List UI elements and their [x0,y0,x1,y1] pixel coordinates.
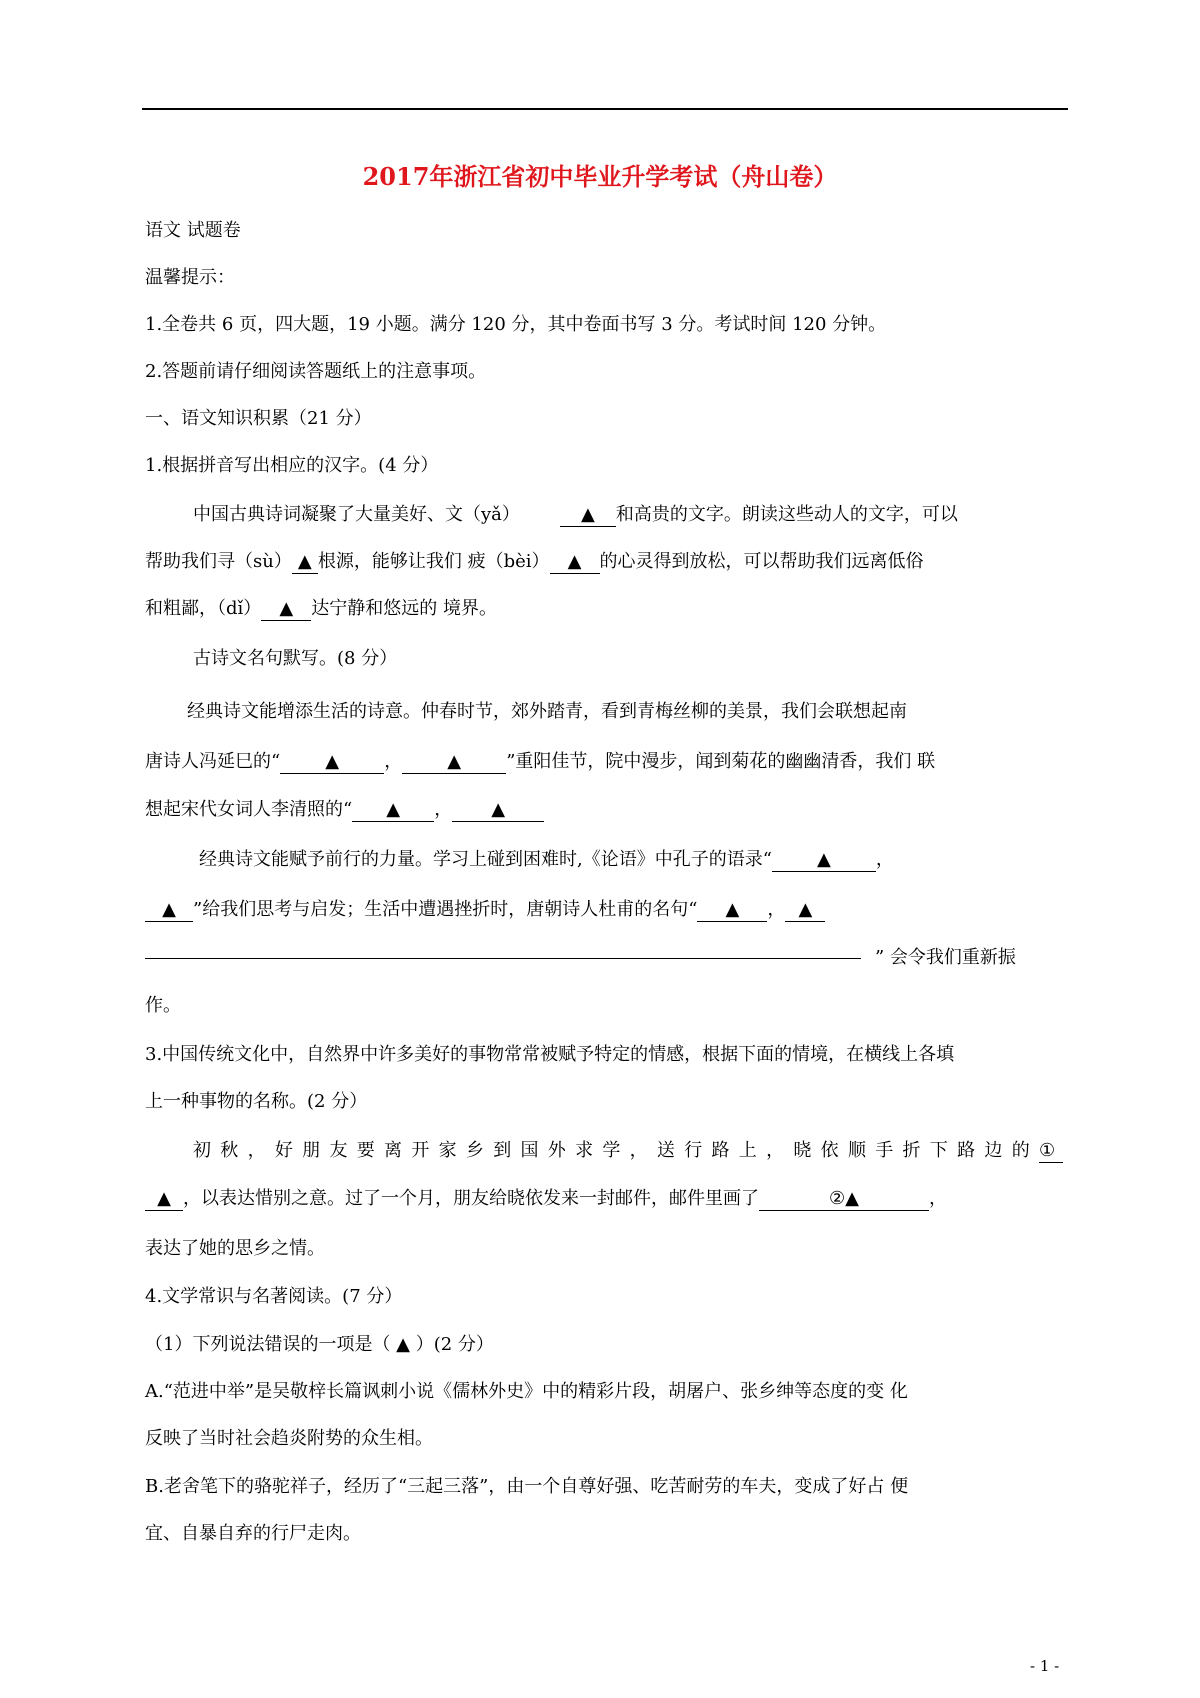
punct: ， [384,751,403,772]
punct: ， [434,799,453,820]
q3-text: ，以表达惜别之意。过了一个月，朋友给晓依发来一封邮件，邮件里画了 [183,1188,759,1209]
q2-line-5 [145,897,825,923]
question-1-heading: 1.根据拼音写出相应的汉字。(4 分） [145,455,439,476]
q3-line-4 [145,1186,947,1212]
q2-text: 想起宋代女词人李清照的“ [145,799,353,820]
answer-blank[interactable]: ▲ [550,551,600,574]
q2-text: ”重阳佳节，院中漫步，闻到菊花的幽幽清香，我们 联 [506,751,936,772]
q2-line-1: 经典诗文能增添生活的诗意。仲春时节，郊外踏青，看到青梅丝柳的美景，我们会联想起南 [187,701,907,722]
q4-sub-1: （1）下列说法错误的一项是（ ▲ ）(2 分） [145,1334,494,1355]
q2-line-2 [145,749,935,775]
answer-blank[interactable]: ▲ [785,899,825,922]
answer-blank[interactable]: ▲ [452,799,544,822]
exam-title: 2017年浙江省初中毕业升学考试（舟山卷） [362,162,838,191]
q1-text: 帮助我们寻（sù） [145,551,292,572]
answer-blank[interactable]: ▲ [772,849,876,872]
q1-text: 的心灵得到放松，可以帮助我们远离低俗 [599,551,924,572]
q3-text: 初秋，好朋友要离开家乡到国外求学，送行路上，晓依顺手折下路边的 [193,1140,1039,1161]
header-rule [142,108,1068,110]
subject-line: 语文 试题卷 [145,220,241,241]
q2-line-4 [199,847,894,873]
punct: ， [767,899,786,920]
answer-blank[interactable]: ▲ [352,799,434,822]
q1-line-1 [193,502,958,528]
q1-text: 和高贵的文字。朗读这些动人的文字，可以 [615,504,958,525]
answer-blank[interactable]: ▲ [560,504,616,527]
q2-text: 唐诗人冯延巳的“ [145,751,281,772]
answer-blank-1[interactable]: ① [1039,1140,1063,1163]
q2-text: 经典诗文能赋予前行的力量。学习上碰到困难时,《论语》中孔子的语录“ [199,849,772,870]
answer-blank[interactable]: ▲ [292,551,318,574]
question-4-heading: 4.文学常识与名著阅读。(7 分） [145,1286,403,1307]
tip-1: 1.全卷共 6 页，四大题，19 小题。满分 120 分，其中卷面书写 3 分。考试时间 120 分钟。 [145,314,887,335]
q4-option-a-line-1: A.“范进中举”是吴敬梓长篇讽刺小说《儒林外史》中的精彩片段，胡屠户、张乡绅等态度的变 化 [145,1381,908,1402]
q4-option-b-line-2: 宜、自暴自弃的行尸走肉。 [145,1523,361,1544]
q2-text: ” 会令我们重新振 [875,947,1016,968]
tips-heading: 温馨提示： [145,267,235,288]
answer-blank-2[interactable]: ②▲ [759,1188,929,1211]
q1-text: 和粗鄙，（dǐ） [145,598,262,619]
q1-text: 根源，能够让我们 疲（bèi） [317,551,550,572]
q2-line-3 [145,797,544,823]
q2-line-7: 作。 [145,995,181,1016]
tip-2: 2.答题前请仔细阅读答题纸上的注意事项。 [145,361,487,382]
q1-text: 达宁静和悠远的 境界。 [311,598,498,619]
answer-blank[interactable]: ▲ [402,751,506,774]
q3-line-1: 3.中国传统文化中，自然界中许多美好的事物常常被赋予特定的情感，根据下面的情境，在横线上各填 [145,1044,955,1065]
q4-option-b-line-1: B.老舍笔下的骆驼祥子，经历了“三起三落”，由一个自尊好强、吃苦耐劳的车夫，变成了好占 便 [145,1476,909,1497]
question-2-heading: 古诗文名句默写。(8 分） [193,648,398,669]
q3-line-2: 上一种事物的名称。(2 分） [145,1091,368,1112]
section-1-heading: 一、语文知识积累（21 分） [145,408,372,429]
q1-text: 中国古典诗词凝聚了大量美好、文（yǎ） [193,504,520,525]
q2-line-6 [145,945,1016,971]
q2-text: ”给我们思考与启发；生活中遭遇挫折时，唐朝诗人杜甫的名句“ [193,899,698,920]
q3-line-3 [193,1138,1063,1164]
q1-line-3 [145,596,497,622]
answer-blank[interactable]: ▲ [145,899,193,922]
answer-blank[interactable]: ▲ [280,751,384,774]
punct: ， [929,1188,947,1209]
q3-line-5: 表达了她的思乡之情。 [145,1238,325,1259]
q1-line-2 [145,549,924,575]
punct: ， [875,849,894,870]
answer-line[interactable] [145,958,861,959]
answer-blank[interactable]: ▲ [697,899,767,922]
answer-blank-1[interactable]: ▲ [145,1188,183,1211]
q4-option-a-line-2: 反映了当时社会趋炎附势的众生相。 [145,1428,433,1449]
page-number: - 1 - [1030,1657,1060,1675]
answer-blank[interactable]: ▲ [261,598,311,621]
